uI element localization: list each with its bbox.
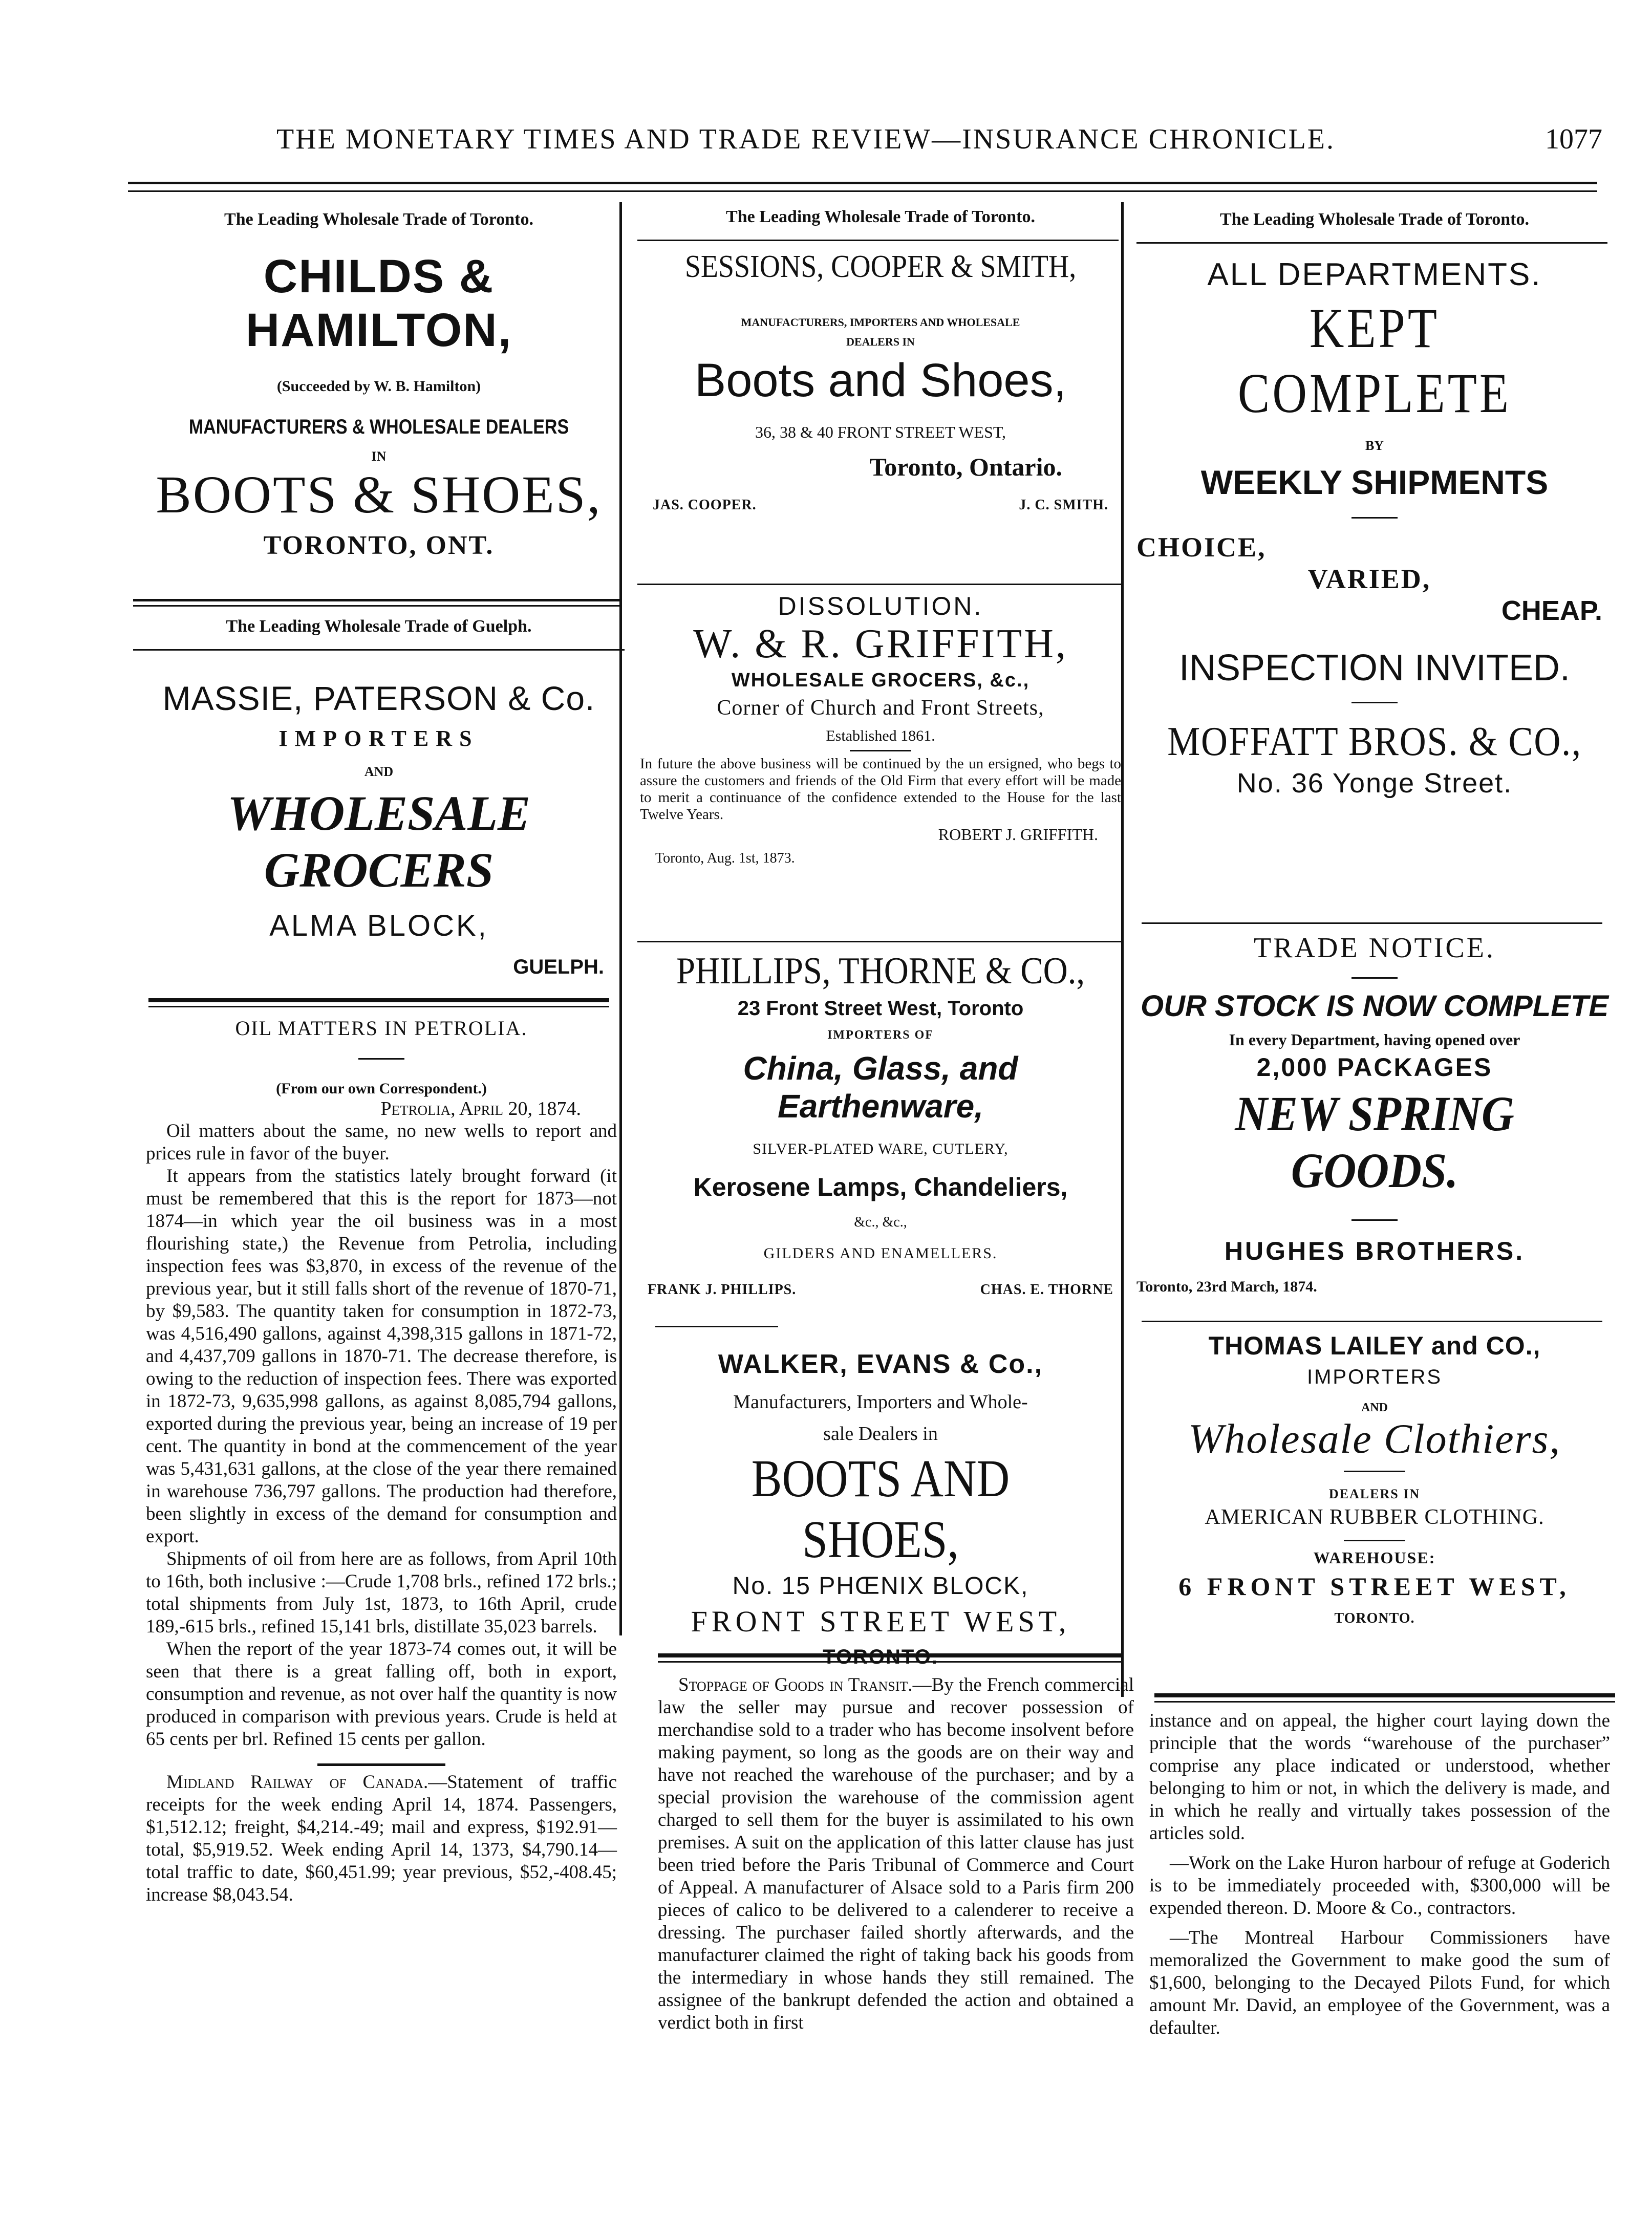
article-title: OIL MATTERS IN PETROLIA. (235, 1017, 528, 1040)
trade-heading: The Leading Wholesale Trade of Toronto. (726, 207, 1035, 226)
warehouse-label: WAREHOUSE: (1313, 1548, 1436, 1567)
ad-moffatt-bros (1136, 210, 1613, 799)
ad-line: OUR STOCK IS NOW COMPLETE (1140, 989, 1609, 1023)
header-rule (128, 182, 1597, 184)
cheap-word: CHEAP. (1501, 595, 1602, 626)
article-continued (1149, 1710, 1610, 2039)
importers-label: IMPORTERS OF (827, 1028, 934, 1042)
firm-description: MANUFACTURERS & WHOLESALE DEALERS (188, 416, 569, 438)
paragraph: —The Montreal Harbour Commissioners have memoralized the Government to make good the sum of $1,600, belonging to the Decayed Pilots Fund, for which amount Mr. David, an employee of the Government, was a defaulter. (1149, 1927, 1610, 2038)
address-line: No. 36 Yonge Street. (1236, 768, 1513, 799)
paragraph (146, 1771, 617, 1906)
product-line: BOOTS & SHOES, (156, 465, 602, 524)
ad-divider (133, 599, 619, 601)
article-text: —Statement of traffic receipts for the week ending April 14, 1874. Passengers, $1,512.12; freight, $4,214.-49; mail and express, $192.91—total, $5,919.52. Week ending April 14, 1373, $4,790.14—total traffic to date, $60,451.99; year previous, $52,-408.45; increase $8,043.54. (146, 1772, 617, 1905)
product-line: Wholesale Clothiers, (1188, 1415, 1561, 1462)
ad-short-rule (1351, 702, 1398, 703)
article-source: (From our own Correspondent.) (276, 1080, 487, 1097)
invited-line: INSPECTION INVITED. (1178, 648, 1571, 688)
paragraph: Shipments of oil from here are as follows, from April 10th to 16th, both inclusive :—Crude 1,708 brls., refined 172 brls.; total shipments from July 1st, 1873, to 16th April, crude 189,-615 brls., refined 15,141 brls, distillate 35,023 barrels. (146, 1548, 617, 1637)
paragraph: —Work on the Lake Huron harbour of refuge at Goderich is to be immediately proceeded with, $300,000 will be expended thereon. D. Moore & Co., contractors. (1149, 1853, 1610, 1919)
ad-line-2: In every Department, having opened over (1229, 1030, 1520, 1049)
ad-divider (637, 941, 1121, 942)
partner-names (637, 497, 1124, 513)
ad-divider (655, 1326, 778, 1327)
trade-heading: The Leading Wholesale Trade of Toronto. (1220, 210, 1529, 229)
firm-description: Manufacturers, Importers and Whole- (733, 1391, 1028, 1413)
partner-name: J. C. SMITH. (1019, 497, 1108, 513)
product-line: Boots and Shoes, (694, 354, 1067, 406)
ad-short-rule (1344, 1540, 1405, 1541)
ad-line: ALL DEPARTMENTS. (1207, 257, 1542, 292)
trade-heading: The Leading Wholesale Trade of Toronto. (224, 210, 533, 229)
heading-rule (1136, 242, 1607, 244)
choice-word: CHOICE, (1136, 532, 1267, 563)
article-lead: Midland Railway of Canada. (166, 1772, 428, 1793)
importers-label: IMPORTERS (278, 726, 479, 751)
notice-title: TRADE NOTICE. (1254, 932, 1495, 964)
dissolution-title: DISSOLUTION. (778, 592, 983, 620)
firm-name: W. & R. GRIFFITH, (693, 621, 1068, 666)
notice-text: In future the above business will be continued by the un ersigned, who begs to assure the customers and friends of the Old Firm that every effort will be made to merit a continuance of the confidence extended to the House for the last Twelve Years. (640, 756, 1121, 823)
paragraph: instance and on appeal, the higher court laying down the principle that the words “warehouse of the purchaser” comprise any place indicated or understood, whether belonging to him or not, in which the delivery is made, and in which he really and virtually takes possession of the articles sold. (1149, 1710, 1610, 1844)
ad-divider (1154, 1693, 1615, 1697)
varied-word: VARIED, (1307, 564, 1431, 594)
ad-divider (1154, 1701, 1615, 1703)
firm-name: SESSIONS, COOPER & SMITH, (684, 249, 1077, 284)
product-line: BOOTS AND SHOES, (751, 1449, 1010, 1569)
address-line: 23 Front Street West, Toronto (737, 997, 1024, 1020)
ad-thomas-lailey (1136, 1331, 1613, 1627)
masthead-title: THE MONETARY TIMES AND TRADE REVIEW—INSURANCE CHRONICLE. (276, 123, 1336, 155)
ad-griffith (637, 591, 1124, 867)
dealers-label: DEALERS IN (1328, 1487, 1421, 1501)
firm-description: MANUFACTURERS, IMPORTERS AND WHOLESALE (741, 316, 1020, 329)
address-line: 6 FRONT STREET WEST, (1178, 1572, 1571, 1601)
importers-label: IMPORTERS (1306, 1366, 1443, 1388)
city-line: Toronto, Ontario. (869, 453, 1062, 481)
ad-sessions-cooper (637, 207, 1124, 513)
header-rule-2 (128, 190, 1597, 192)
ad-hughes-brothers (1136, 932, 1613, 1296)
ad-childs-hamilton (133, 210, 625, 561)
paragraph: Oil matters about the same, no new wells to report and prices rule in favor of the buyer. (146, 1121, 617, 1164)
ad-divider (1142, 1321, 1602, 1322)
address-line: 36, 38 & 40 FRONT STREET WEST, (755, 423, 1006, 441)
signature: ROBERT J. GRIFFITH. (938, 825, 1098, 844)
ad-walker-evans (637, 1349, 1124, 1669)
ad-short-rule (1351, 1219, 1398, 1221)
firm-name: MASSIE, PATERSON & Co. (162, 679, 595, 717)
ad-short-rule (1351, 977, 1398, 979)
partner-names (637, 1282, 1124, 1298)
paragraph (658, 1674, 1134, 2034)
product-line-2: SILVER-PLATED WARE, CUTLERY, (753, 1140, 1009, 1157)
block-line: ALMA BLOCK, (269, 909, 488, 942)
firm-name: HUGHES BROTHERS. (1224, 1237, 1525, 1265)
ad-divider (148, 998, 609, 1002)
city-line: TORONTO. (1334, 1610, 1415, 1626)
address-line: Corner of Church and Front Streets, (717, 696, 1044, 720)
paragraph: When the report of the year 1873-74 comes out, it will be seen that there is a great falling off, both in export, consumption and revenue, as not over half the quantity is now produced in comparison with previous years. Crude is held at 65 cents per brl. Refined 15 cents per gallon. (146, 1639, 617, 1750)
product-line-3: Kerosene Lamps, Chandeliers, (693, 1173, 1068, 1201)
city-line: GUELPH. (513, 956, 604, 978)
firm-name: WALKER, EVANS & Co., (718, 1349, 1043, 1379)
ad-divider (148, 1006, 609, 1007)
established-line: Established 1861. (826, 727, 935, 744)
rubber-line: AMERICAN RUBBER CLOTHING. (1205, 1505, 1544, 1529)
article-body (658, 1674, 1134, 2034)
page-number: 1077 (1545, 123, 1602, 155)
ad-phillips-thorne (637, 950, 1124, 1298)
ad-divider (637, 584, 1121, 585)
article-body (1149, 1710, 1610, 2039)
article-oil-matters (146, 1016, 617, 1906)
and-label: AND (1361, 1401, 1388, 1414)
partner-name: FRANK J. PHILLIPS. (648, 1282, 797, 1298)
ad-divider (658, 1661, 1121, 1663)
firm-name: PHILLIPS, THORNE & CO., (676, 950, 1085, 992)
product-line-4: &c., &c., (854, 1214, 907, 1230)
article-text: —By the French commercial law the seller may pursue and recover possession of merchandise sold to a trader who has become insolvent before making payment, so long as the goods are on their way and have not reached the warehouse of the purchaser; and by a special provision the warehouse of the commission agent charged to sell them for the buyer is assimilated to his own premises. A suit on the application of this latter clause has just been tried before the Paris Tribunal of Commerce and Court of Appeal. A manufacturer of Alsace sold to a Paris firm 200 pieces of calico to be delivered to a calenderer to receive a dressing. The purchaser failed shortly afterwards, and the manufacturer claimed the right of taking back his goods from the intermediary in whose hands they still remained. The assignee of the bankrupt defended the action and obtained a verdict both in first (658, 1674, 1134, 2033)
ad-massie-paterson (133, 617, 625, 979)
heading-rule (637, 240, 1119, 241)
succeeded-note: (Succeeded by W. B. Hamilton) (276, 378, 481, 395)
title-rule (358, 1058, 404, 1060)
page-header (123, 118, 1607, 174)
notice-date: Toronto, Aug. 1st, 1873. (655, 850, 795, 866)
firm-name: CHILDS & HAMILTON, (245, 250, 512, 356)
product-line: WHOLESALE GROCERS (227, 786, 531, 897)
trade-heading: The Leading Wholesale Trade of Guelph. (226, 617, 532, 636)
street-line: FRONT STREET WEST, (691, 1605, 1070, 1638)
firm-description-2: DEALERS IN (846, 335, 915, 348)
heading-rule (133, 649, 625, 651)
in-label: IN (371, 449, 387, 464)
article-dateline: Petrolia, April 20, 1874. (380, 1098, 581, 1119)
block-line: No. 15 PHŒNIX BLOCK, (732, 1573, 1029, 1600)
article-lead: Stoppage of Goods in Transit. (678, 1674, 913, 1695)
city-line: TORONTO, ONT. (263, 531, 495, 560)
article-body (146, 1120, 617, 1751)
product-line-5: GILDERS AND ENAMELLERS. (763, 1245, 998, 1262)
partner-name: CHAS. E. THORNE (980, 1282, 1113, 1298)
article-stoppage (658, 1674, 1134, 2034)
firm-description: WHOLESALE GROCERS, &c., (731, 670, 1030, 691)
firm-name: MOFFATT BROS. & CO., (1167, 719, 1582, 764)
article-divider (317, 1763, 445, 1766)
firm-description-2: sale Dealers in (823, 1423, 938, 1445)
ad-short-rule (1344, 1471, 1405, 1472)
ad-line-3: 2,000 PACKAGES (1256, 1053, 1493, 1082)
firm-name: THOMAS LAILEY and CO., (1208, 1331, 1541, 1360)
article-midland (146, 1771, 617, 1906)
ad-short-rule (1351, 517, 1398, 519)
partner-name: JAS. COOPER. (653, 497, 757, 513)
and-label: AND (364, 764, 394, 779)
notice-date: Toronto, 23rd March, 1874. (1136, 1278, 1317, 1295)
product-line: China, Glass, and Earthenware, (743, 1050, 1018, 1125)
ad-divider (658, 1653, 1121, 1657)
by-label: BY (1365, 438, 1384, 453)
ad-line-4: NEW SPRING GOODS. (1235, 1086, 1514, 1198)
ad-divider (1142, 922, 1602, 924)
paragraph: It appears from the statistics lately brought forward (it must be remembered that this is the report for 1873—not 1874—in which year the oil business was in a most flourishing state,) the Revenue from Petrolia, including inspection fees was $3,870, in excess of the revenue of the previous year, but it still falls short of the revenue of 1870-71, by $9,583. The quantity taken for consumption in 1872-73, was 4,516,490 gallons, against 4,398,315 gallons in 1871-72, and 4,437,709 gallons in 1870-71. The decrease therefore, is owing to the reduction of inspection fees. There was exported in 1872-73, 9,635,998 gallons, as against 8,085,794 gallons, exported during the previous year, being an increase of 19 per cent. The quantity in bond at the commencement of the year was 5,431,631 gallons, at the close of the year there remained in warehouse 736,797 gallons. The production had therefore, been slightly in excess of the demand for consumption and export. (146, 1166, 617, 1547)
ad-line-3: WEEKLY SHIPMENTS (1200, 463, 1549, 501)
ad-line-2: KEPT COMPLETE (1237, 297, 1512, 424)
notice-rule (850, 750, 911, 751)
ad-divider (133, 605, 619, 607)
